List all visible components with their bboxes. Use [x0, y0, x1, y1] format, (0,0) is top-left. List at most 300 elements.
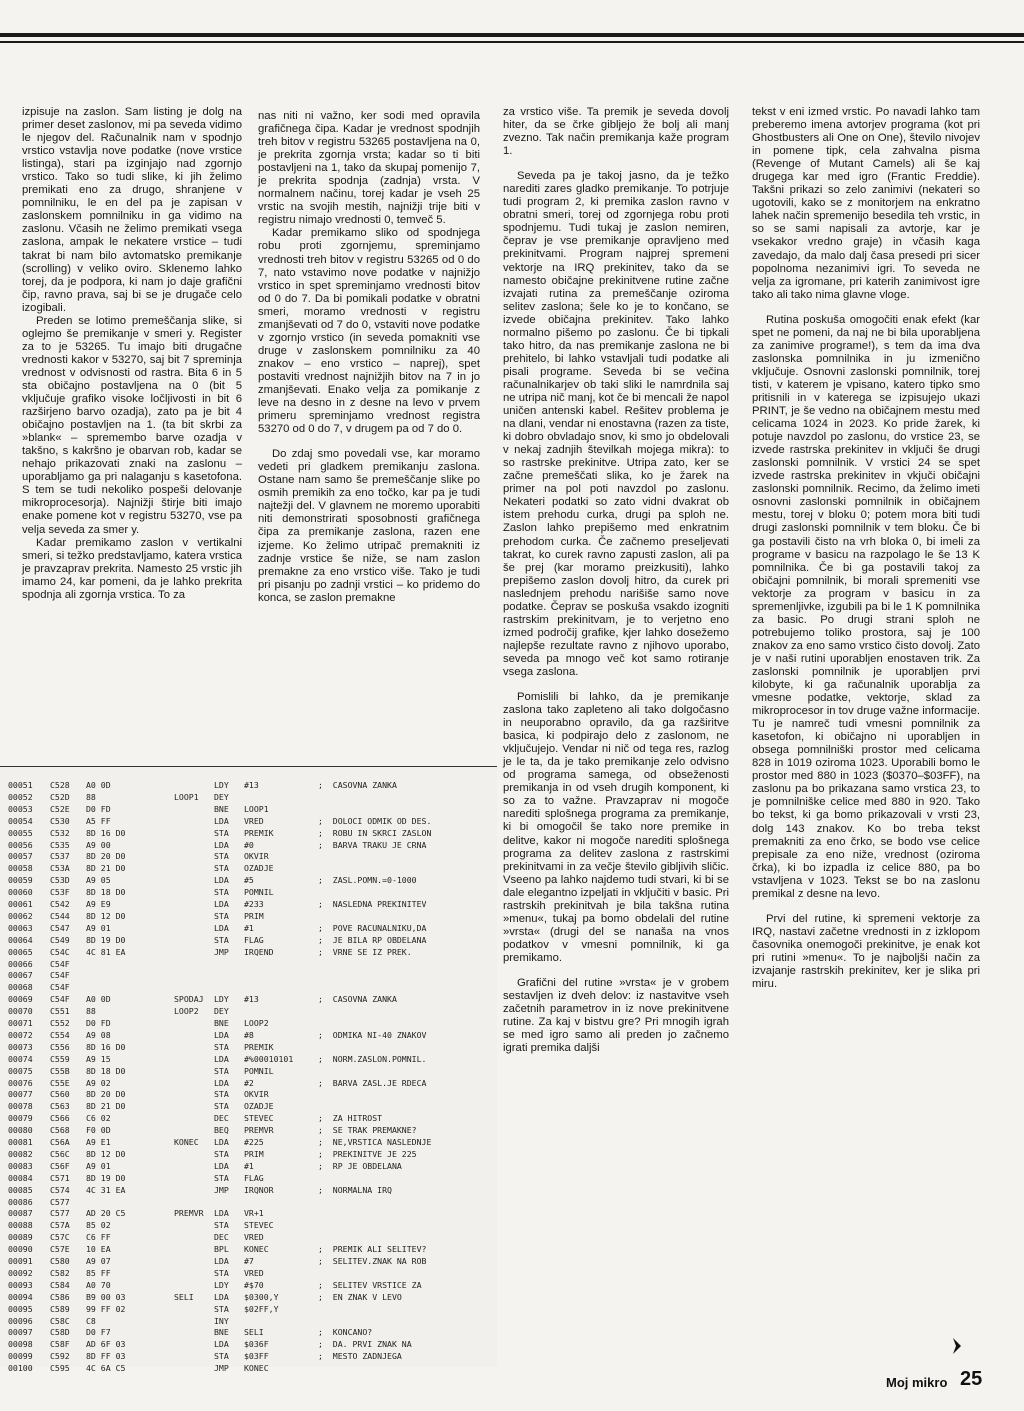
listing-opcode: STA [214, 827, 229, 838]
listing-line-number: 00082 [8, 1148, 33, 1159]
listing-operand: PREMIK [244, 1041, 274, 1052]
listing-line-number: 00089 [8, 1232, 33, 1243]
listing-opcode: STA [214, 1267, 229, 1278]
listing-row [0, 1350, 497, 1362]
listing-opcode: INY [214, 1315, 229, 1326]
listing-hex-bytes: 8D 20 D0 [86, 1089, 126, 1100]
listing-line-number: 00057 [8, 851, 33, 862]
listing-address: C549 [50, 934, 70, 945]
listing-address: C53D [50, 875, 70, 886]
listing-row [0, 779, 497, 791]
listing-address: C552 [50, 1018, 70, 1028]
listing-address: C574 [50, 1184, 70, 1195]
listing-line-number: 00080 [8, 1125, 33, 1136]
listing-hex-bytes: A0 0D [86, 780, 111, 790]
listing-opcode: LDY [214, 994, 229, 1005]
listing-line-number: 00068 [8, 982, 33, 993]
listing-comment: ; DOLOCI ODMIK OD DES. [318, 815, 432, 826]
listing-hex-bytes: 85 FF [86, 1267, 111, 1278]
listing-row [0, 1219, 497, 1231]
listing-line-number: 00079 [8, 1113, 33, 1124]
listing-address: C547 [50, 922, 70, 933]
top-rule-thin [0, 41, 1024, 43]
listing-line-number: 00063 [8, 922, 33, 933]
listing-address: C530 [50, 815, 70, 826]
listing-row [0, 910, 497, 922]
listing-line-number: 00055 [8, 827, 33, 838]
listing-comment: ; EN ZNAK V LEVO [318, 1291, 402, 1302]
listing-operand: #233 [244, 899, 264, 909]
listing-address: C566 [50, 1113, 70, 1124]
listing-operand: KONEC [244, 1244, 269, 1255]
listing-address: C582 [50, 1267, 70, 1278]
listing-opcode: BNE [214, 1327, 229, 1338]
listing-opcode: LDY [214, 1279, 229, 1290]
listing-address: C577 [50, 1208, 70, 1219]
listing-row [0, 1029, 497, 1041]
listing-comment: ; PREMIK ALI SELITEV? [318, 1244, 427, 1255]
listing-row [0, 1124, 497, 1136]
paragraph: Kadar premikamo zaslon v vertikalni smeri, si težko predstavljamo, katera vrstica je pravzaprav prekrita. Namesto 25 vrstic jih imamo 24, kar pomeni, da je lahko prekrita spodnja ali zgornja vrstica. To za [22, 536, 242, 601]
listing-comment: ; ZA HITROST [318, 1113, 383, 1124]
listing-address: C532 [50, 827, 70, 838]
listing-line-number: 00074 [8, 1053, 33, 1064]
listing-line-number: 00096 [8, 1315, 33, 1326]
listing-row [0, 1326, 497, 1338]
listing-row [0, 981, 497, 993]
listing-row [0, 1148, 497, 1160]
listing-row [0, 1184, 497, 1196]
listing-row [0, 1136, 497, 1148]
listing-operand: OZADJE [244, 863, 274, 874]
listing-line-number: 00076 [8, 1077, 33, 1088]
listing-operand: VRED [244, 815, 264, 826]
listing-address: C542 [50, 899, 70, 909]
listing-operand: #5 [244, 875, 254, 886]
listing-address: C54F [50, 982, 70, 993]
listing-address: C57E [50, 1244, 70, 1255]
listing-address: C54C [50, 946, 70, 957]
listing-hex-bytes: AD 6F 03 [86, 1339, 126, 1350]
listing-operand: VRED [244, 1232, 264, 1243]
listing-operand: VRED [244, 1267, 264, 1278]
listing-address: C544 [50, 910, 70, 921]
listing-line-number: 00087 [8, 1208, 33, 1219]
listing-line-number: 00085 [8, 1184, 33, 1195]
listing-line-number: 00090 [8, 1244, 33, 1255]
listing-row [0, 1088, 497, 1100]
listing-opcode: LDA [214, 1160, 229, 1171]
paragraph: izpisuje na zaslon. Sam listing je dolg na primer deset zaslonov, mi pa seveda vidimo le njegov del. Računalnik nam v spodnjo vrstico vstavlja nove podatke (nove vrstice listinga), stari pa izginjajo nad zgornjo vrstico. Tako so tudi slike, ki jih želimo premikati eno za drugo, shranjene v pomnilniku, le en del pa je zapisan v zaslonskem pomnilniku in ga vidimo na zaslonu. Včasih ne želimo premikati vsega zaslona, ampak le nekatere vrstice – tudi takrat bi nam bilo avtomatsko premikanje (scrolling) v veliko oviro. Sklenemo lahko torej, da je podpora, ki nam jo daje grafični čip, ravno prava, saj bi se je drugače celo izogibali. [22, 106, 242, 314]
listing-address: C56A [50, 1137, 70, 1147]
listing-line-number: 00086 [8, 1196, 33, 1207]
magazine-name: Moj mikro [886, 1375, 948, 1390]
listing-address: C586 [50, 1291, 70, 1302]
listing-operand: LOOP1 [244, 803, 269, 814]
listing-hex-bytes: 8D 21 D0 [86, 1101, 126, 1112]
listing-operand: $036F [244, 1339, 269, 1350]
listing-hex-bytes: A9 07 [86, 1256, 111, 1266]
listing-line-number: 00091 [8, 1256, 33, 1266]
listing-line-number: 00065 [8, 946, 33, 957]
listing-label: LOOP2 [174, 1006, 199, 1017]
listing-hex-bytes: C6 FF [86, 1232, 111, 1243]
listing-hex-bytes: 8D 19 D0 [86, 934, 126, 945]
listing-opcode: DEC [214, 1113, 229, 1124]
listing-opcode: LDA [214, 1291, 229, 1302]
listing-operand: #%00010101 [244, 1053, 294, 1064]
listing-operand: KONEC [244, 1363, 269, 1374]
paragraph: Preden se lotimo premeščanja slike, si oglejmo še premikanje v smeri y. Register za to je 53265. Tu imajo biti drugačne vrednosti kakor v 53270, saj bit 7 spreminja vrednost v odvisnosti od rastra. Bita 6 in 5 sta običajno postavljena na 0 (bit 5 vključuje grafiko visoke ločljivosti in bit 6 razširjeno barvo ozadja), zato pa je bit 4 običajno postavljen na 1. (ta bit skrbi za »blank« – spremembo barve ozadja v takšno, s kakršno je obarvan rob, kadar se nehajo prikazovati znaki na zaslonu – uporabljamo ga pri nalaganju s kasetofona. S tem se tudi nekoliko pospeši delovanje mikroprocesorja). Najnižji štirje biti imajo enake pomene kot v registru 53270, vse pa velja seveda za smer y. [22, 314, 242, 536]
listing-address: C580 [50, 1256, 70, 1266]
listing-address: C58D [50, 1327, 70, 1338]
text-column-1 [22, 106, 242, 602]
listing-operand: PRIM [244, 1148, 264, 1159]
listing-comment: ; NORMALNA IRQ [318, 1184, 392, 1195]
listing-opcode: LDA [214, 1137, 229, 1147]
listing-comment: ; MESTO ZADNJEGA [318, 1351, 402, 1362]
listing-comment: ; CASOVNA ZANKA [318, 994, 397, 1005]
listing-row [0, 839, 497, 851]
listing-opcode: STA [214, 1148, 229, 1159]
listing-operand: #7 [244, 1256, 254, 1266]
listing-row [0, 815, 497, 827]
listing-row [0, 1291, 497, 1303]
listing-row [0, 969, 497, 981]
paragraph: Prvi del rutine, ki spremeni vektorje za IRQ, nastavi začetne vrednosti in z izklopom časovnika onemogoči prekinitve, je enak kot pri rutini »menu«. To je najboljši način za izvajanje rastrskih prekinitev, ker je slika pri miru. [752, 912, 980, 991]
listing-operand: OZADJE [244, 1101, 274, 1112]
paragraph: za vrstico više. Ta premik je seveda dovolj hiter, da se črke gibljejo že bolj ali manj zvezno. Tak način premikanja kaže program 1. [503, 106, 729, 158]
listing-opcode: STA [214, 887, 229, 898]
listing-row [0, 1100, 497, 1112]
listing-comment: ; ROBU IN SKRCI ZASLON [318, 827, 432, 838]
listing-comment: ; ZASL.POMN.=0-1000 [318, 875, 417, 886]
listing-address: C52D [50, 791, 70, 802]
listing-operand: FLAG [244, 1172, 264, 1183]
listing-line-number: 00077 [8, 1089, 33, 1100]
listing-line-number: 00081 [8, 1137, 33, 1147]
listing-row [0, 1243, 497, 1255]
listing-hex-bytes: A9 02 [86, 1077, 111, 1088]
listing-opcode: DEY [214, 1006, 229, 1017]
listing-line-number: 00084 [8, 1172, 33, 1183]
listing-hex-bytes: 85 02 [86, 1220, 111, 1231]
listing-opcode: LDA [214, 1339, 229, 1350]
listing-row [0, 1207, 497, 1219]
listing-address: C56C [50, 1148, 70, 1159]
listing-operand: #1 [244, 922, 254, 933]
listing-address: C560 [50, 1089, 70, 1100]
listing-hex-bytes: B9 00 03 [86, 1291, 126, 1302]
listing-address: C563 [50, 1101, 70, 1112]
listing-label: PREMVR [174, 1208, 204, 1219]
listing-line-number: 00052 [8, 791, 33, 802]
listing-hex-bytes: C8 [86, 1315, 96, 1326]
listing-operand: #$70 [244, 1279, 264, 1290]
listing-opcode: STA [214, 1351, 229, 1362]
listing-hex-bytes: D0 FD [86, 1018, 111, 1028]
paragraph: Pomislili bi lahko, da je premikanje zaslona tako zapleteno ali tako dolgočasno in neuporabno opravilo, da ga razširitve basica, ki podpirajo delo z zaslonom, ne vključujejo. Vendar ni nič od tega res, razlog je le ta, da je tako premikanje zelo odvisno od programa samega, od obseženosti premikanja in od vseh drugih komponent, ki so za to važne. Pravzaprav ni mogoče narediti splošnega programa za premikanje, ki bi omogočil še tako nore premike in delitve, kakor ni mogoče narediti splošnega programa za delitev zaslona z rastrskimi prekinitvami in za večje število gibljivih sličic. Vseeno pa lahko najdemo tudi stvari, ki bi se dale elegantno izpeljati in vključiti v basic. Pri rastrskih prekinitvah je bila takšna rutina »menu«, tukaj pa bomo obdelali del rutine »vrsta« (drugi del se nanaša na vnos podatkov v vmesni pomnilnik, ki ga premikamo. [503, 691, 729, 964]
listing-operand: SELI [244, 1327, 264, 1338]
listing-row [0, 886, 497, 898]
listing-hex-bytes: 4C 6A C5 [86, 1363, 126, 1374]
paragraph: nas niti ni važno, ker sodi med opravila grafičnega čipa. Kadar je vrednost spodnjih treh bitov v registru 53265 postavljena na 0, je prekrita zgornja vrsta; kadar so ti biti postavljeni na 1, tako da skupaj pomenijo 7, je prekrita spodnja (zadnja) vrsta. V normalnem načinu, torej kadar je vseh 25 vrstic na svojih mestih, najnižji trije biti v registru nimajo vrednosti 0, temveč 5. [258, 110, 480, 227]
listing-opcode: LDA [214, 839, 229, 850]
listing-row [0, 946, 497, 958]
listing-row [0, 862, 497, 874]
listing-operand: #0 [244, 839, 254, 850]
listing-operand: #13 [244, 994, 259, 1005]
listing-row [0, 850, 497, 862]
text-column-3 [503, 106, 729, 1055]
listing-hex-bytes: 8D 18 D0 [86, 887, 126, 898]
listing-row [0, 1172, 497, 1184]
listing-opcode: LDA [214, 1208, 229, 1219]
listing-hex-bytes: 10 EA [86, 1244, 111, 1255]
listing-hex-bytes: 8D 16 D0 [86, 1041, 126, 1052]
listing-line-number: 00058 [8, 863, 33, 874]
listing-comment: ; ODMIKA NI-40 ZNAKOV [318, 1029, 427, 1040]
listing-hex-bytes: AD 20 C5 [86, 1208, 126, 1219]
listing-hex-bytes: A0 0D [86, 994, 111, 1005]
listing-operand: #8 [244, 1029, 254, 1040]
listing-comment: ; SE TRAK PREMAKNE? [318, 1125, 417, 1136]
listing-hex-bytes: 8D 21 D0 [86, 863, 126, 874]
listing-operand: $03FF [244, 1351, 269, 1362]
paragraph: Do zdaj smo povedali vse, kar moramo vedeti pri gladkem premikanju zaslona. Ostane nam samo še premeščanje slike po osmih premikih za eno točko, kar pa je tudi najtežji del. V glavnem ne moremo uporabiti niti demonstrirati sposobnosti grafičnega čipa za premikanje zaslona, razen ene izjeme. Ko želimo utripač premakniti iz zadnje vrstice še niže, se nam zaslon premakne za eno vrstico više. Tako je tudi pri pisanju po zadnji vrstici – ko pridemo do konca, se zaslon premakne [258, 448, 480, 604]
listing-opcode: JMP [214, 946, 229, 957]
listing-hex-bytes: 88 [86, 1006, 96, 1017]
listing-opcode: STA [214, 1041, 229, 1052]
listing-line-number: 00088 [8, 1220, 33, 1231]
listing-address: C54F [50, 970, 70, 981]
listing-line-number: 00097 [8, 1327, 33, 1338]
listing-operand: FLAG [244, 934, 264, 945]
listing-hex-bytes: 8D 12 D0 [86, 1148, 126, 1159]
listing-hex-bytes: C6 02 [86, 1113, 111, 1124]
listing-row [0, 791, 497, 803]
listing-row [0, 1255, 497, 1267]
listing-address: C57A [50, 1220, 70, 1231]
listing-hex-bytes: 4C 81 EA [86, 946, 126, 957]
listing-operand: POMNIL [244, 1065, 274, 1076]
listing-opcode: LDA [214, 899, 229, 909]
paragraph: Rutina poskuša omogočiti enak efekt (kar spet ne pomeni, da naj ne bi bila uporabljena za zanimive programe!), s tem da ima dva zaslonska pomnilnika in ju izmenično vključuje. Osnovni zaslonski pomnilnik, torej tisti, v katerem je vpisano, katero tipko smo pritisnili in v katerega se izpisujejo ukazi PRINT, je še vedno na običajnem mestu med celicama 1024 in 2023. Ko pride žarek, ki potuje navzdol po zaslonu, do vrstice 23, se izvede rastrska prekinitev in vključi še drugi zaslonski pomnilnik. V vrstici 24 se spet izvede rastrska prekinitev in vkjuči običajni zaslonski pomnilnik. Recimo, da želimo imeti osnovni zaslonski pomnilnik in običajnem mestu, torej v bloku 0; potem mora biti tudi drugi zaslonski pomnilnik v tem bloku. Če bi ga postavili čisto na vrh bloka 0, bi imeli za programe v basicu na razpolago le še 13 K pomnilnika. Če bi ga postavili takoj za običajni pomnilnik, bi morali spremeniti vse vektorje za program v basicu in za spremenljivke, izgubili pa bi le 1 K pomnilnika za basic. Po drugi strani sploh ne potrebujemo toliko prostora, saj je 100 znakov za eno samo vrstico čisto dovolj. Zato je v naši rutini uporabljen enostaven trik. Za zaslonski pomnilnik je uporabljen prvi kilobyte, ki ga računalnik uporablja za vmesne podatke, vektorje, sklad za mikroprocesor in tov druge važne informacije. Tu je namreč tudi vmesni pomnilnik za kasetofon, ki običajno ni uporabljen in obsega pomnilniški prostor med celicama 828 in 1019 oziroma 1023. Uporabili bomo le prostor med 880 in 1023 ($0370–$03FF), na zaslonu pa bo prikazana samo vrstica 23, to je pomnilniške celice med 880 in 920. Tako bo tekst, ki ga bomo prikazovali v vrsti 23, dolg 143 znakov. Ko bo treba tekst premakniti za eno črko, se bodo vse celice prepisale za eno niže, vrednost (oziroma črka), ki bo izpadla iz celice 880, pa bo vstavljena v 1023. Tekst se bo na zaslonu premikal z desne na levo. [752, 313, 980, 900]
listing-operand: STEVEC [244, 1113, 274, 1124]
listing-line-number: 00092 [8, 1267, 33, 1278]
text-column-4 [752, 106, 980, 991]
listing-comment: ; BARVA TRAKU JE CRNA [318, 839, 427, 850]
listing-address: C551 [50, 1006, 70, 1017]
listing-row [0, 1065, 497, 1077]
listing-row [0, 898, 497, 910]
listing-opcode: LDA [214, 1256, 229, 1266]
listing-line-number: 00061 [8, 899, 33, 909]
listing-hex-bytes: 4C 31 EA [86, 1184, 126, 1195]
listing-operand: $0300,Y [244, 1291, 279, 1302]
listing-operand: OKVIR [244, 851, 269, 862]
listing-line-number: 00062 [8, 910, 33, 921]
listing-address: C54F [50, 994, 70, 1005]
listing-row [0, 1041, 497, 1053]
listing-opcode: STA [214, 1089, 229, 1100]
page-number: 25 [960, 1368, 983, 1390]
listing-row [0, 1267, 497, 1279]
listing-line-number: 00093 [8, 1279, 33, 1290]
listing-hex-bytes: A9 15 [86, 1053, 111, 1064]
listing-hex-bytes: D0 FD [86, 803, 111, 814]
listing-opcode: LDA [214, 1077, 229, 1088]
listing-opcode: STA [214, 910, 229, 921]
listing-hex-bytes: 88 [86, 791, 96, 802]
listing-line-number: 00051 [8, 780, 33, 790]
listing-row [0, 1005, 497, 1017]
listing-row [0, 1279, 497, 1291]
listing-hex-bytes: 8D 18 D0 [86, 1065, 126, 1076]
listing-row [0, 1112, 497, 1124]
listing-operand: PREMIK [244, 827, 274, 838]
listing-comment: ; RP JE OBDELANA [318, 1160, 402, 1171]
listing-row [0, 922, 497, 934]
listing-hex-bytes: 8D 19 D0 [86, 1172, 126, 1183]
listing-row [0, 1231, 497, 1243]
listing-address: C53F [50, 887, 70, 898]
listing-opcode: LDA [214, 1029, 229, 1040]
listing-address: C54F [50, 958, 70, 969]
listing-row [0, 958, 497, 970]
listing-comment: ; PREKINITVE JE 225 [318, 1148, 417, 1159]
listing-address: C55B [50, 1065, 70, 1076]
listing-operand: $02FF,Y [244, 1303, 279, 1314]
listing-row [0, 1303, 497, 1315]
listing-opcode: STA [214, 863, 229, 874]
listing-row [0, 874, 497, 886]
listing-opcode: STA [214, 1303, 229, 1314]
listing-hex-bytes: 8D 16 D0 [86, 827, 126, 838]
listing-hex-bytes: F0 0D [86, 1125, 111, 1136]
listing-hex-bytes: 99 FF 02 [86, 1303, 126, 1314]
listing-operand: #1 [244, 1160, 254, 1171]
listing-comment: ; SELITEV VRSTICE ZA [318, 1279, 422, 1290]
listing-comment: ; KONCANO? [318, 1327, 373, 1338]
listing-line-number: 00053 [8, 803, 33, 814]
listing-address: C554 [50, 1029, 70, 1040]
listing-opcode: BPL [214, 1244, 229, 1255]
listing-hex-bytes: A9 E1 [86, 1137, 111, 1147]
listing-comment: ; SELITEV.ZNAK NA ROB [318, 1256, 427, 1266]
listing-opcode: JMP [214, 1184, 229, 1195]
listing-row [0, 934, 497, 946]
listing-row [0, 1315, 497, 1327]
listing-address: C584 [50, 1279, 70, 1290]
continue-arrow-icon [952, 1338, 962, 1354]
listing-hex-bytes: A0 70 [86, 1279, 111, 1290]
listing-opcode: BNE [214, 803, 229, 814]
listing-address: C57C [50, 1232, 70, 1243]
listing-hex-bytes: 8D 12 D0 [86, 910, 126, 921]
listing-line-number: 00064 [8, 934, 33, 945]
listing-opcode: BEQ [214, 1125, 229, 1136]
listing-row [0, 1017, 497, 1029]
listing-row [0, 1196, 497, 1208]
listing-comment: ; NORM.ZASLON.POMNIL. [318, 1053, 427, 1064]
listing-operand: #2 [244, 1077, 254, 1088]
listing-row [0, 1077, 497, 1089]
listing-line-number: 00072 [8, 1029, 33, 1040]
listing-label: LOOP1 [174, 791, 199, 802]
listing-address: C53A [50, 863, 70, 874]
listing-hex-bytes: A9 01 [86, 922, 111, 933]
listing-operand: VR+1 [244, 1208, 264, 1219]
listing-comment: ; DA. PRVI ZNAK NA [318, 1339, 412, 1350]
listing-address: C56F [50, 1160, 70, 1171]
listing-line-number: 00066 [8, 958, 33, 969]
listing-row [0, 827, 497, 839]
paragraph: Grafični del rutine »vrsta« je v grobem sestavljen iz dveh delov: iz nastavitve vseh začetnih parametrov in iz nove prekinitvene rutine. Za kaj v bistvu gre? Pri mnogih igrah se med igro samo ali preden jo začnemo igrati premika daljši [503, 977, 729, 1055]
listing-address: C592 [50, 1351, 70, 1362]
listing-line-number: 00071 [8, 1018, 33, 1028]
listing-hex-bytes: A5 FF [86, 815, 111, 826]
listing-opcode: LDA [214, 1053, 229, 1064]
text-column-2 [258, 110, 480, 605]
listing-comment: ; JE BILA RP OBDELANA [318, 934, 427, 945]
listing-address: C589 [50, 1303, 70, 1314]
listing-opcode: STA [214, 851, 229, 862]
assembly-listing [0, 766, 497, 1374]
listing-label: SPODAJ [174, 994, 204, 1005]
listing-row [0, 1362, 497, 1374]
listing-opcode: LDA [214, 922, 229, 933]
listing-comment: ; VRNE SE IZ PREK. [318, 946, 412, 957]
listing-comment: ; BARVA ZASL.JE RDECA [318, 1077, 427, 1088]
listing-comment: ; NASLEDNA PREKINITEV [318, 899, 427, 909]
listing-label: SELI [174, 1291, 194, 1302]
listing-line-number: 00094 [8, 1291, 33, 1302]
listing-operand: LOOP2 [244, 1018, 269, 1028]
listing-address: C559 [50, 1053, 70, 1064]
listing-line-number: 00083 [8, 1160, 33, 1171]
listing-opcode: STA [214, 934, 229, 945]
listing-opcode: STA [214, 1065, 229, 1076]
listing-line-number: 00099 [8, 1351, 33, 1362]
paragraph: Seveda pa je takoj jasno, da je težko narediti zares gladko premikanje. To potrjuje tudi program 2, ki premika zaslon ravno v obratni smeri, torej od zgornjega robu proti spodnjemu. Tudi tukaj je zaslon nemiren, čeprav je vse premikanje opravljeno med prekinitvami. Program najprej spremeni vektorje na IRQ prekinitev, tako da se namesto običajne prekinitvene rutine začne izvajati rutina za premeščanje oziroma selitev zaslona; šele ko je to končano, se izvede običajna prekinitev. Tako lahko normalno pišemo po zaslonu. Če bi tipkali tako hitro, da nas premikanje zaslona ne bi prehitelo, bi lahko vstavljali tudi podatke ali pisali programe. Seveda bi se večina računalnikarjev ob taki sliki le namrdnila saj ne utripa nič manj, kot če bi mencali že napol uničen antenski kabel. Rešitev problema je na dlani, vendar ni enostavna (razen za tiste, ki dobro obvladajo snov, ki smo jo obdelovali v nekaj zadnjih številkah mojega mikra): to so rastrske prekinitve. Utripa zato, ker se začne premeščati slika, ko je žarek na primer na pol poti navzdol po zaslonu. Nekateri podatki so zato vidni dvakrat ob istem prehodu curka, drugi pa sploh ne. Zaslon lahko prepišemo med enkratnim prehodom curka. Če začnemo preseljevati takrat, ko curek ravno zapusti zaslon, ali pa še prej (kar moramo preizkusiti), lahko prepišemo zaslon dovolj hitro, da curek pri naslednjem prehodu narišiše samo nove podatke. Čeprav se poskuša vsakdo izogniti rastrskim prekinitvam, je to verjetno eno izmed področij grafike, kjer lahko dosežemo najlepše rezultate ravno z njihovo uporabo, seveda pa mnogo več kot samo rotiranje vsega zaslona. [503, 170, 729, 678]
top-rule-thick [0, 33, 1024, 37]
listing-line-number: 00069 [8, 994, 33, 1005]
listing-address: C595 [50, 1363, 70, 1374]
listing-line-number: 00056 [8, 839, 33, 850]
listing-address: C52E [50, 803, 70, 814]
listing-address: C577 [50, 1196, 70, 1207]
listing-address: C58F [50, 1339, 70, 1350]
listing-line-number: 00075 [8, 1065, 33, 1076]
listing-operand: POMNIL [244, 887, 274, 898]
listing-line-number: 00054 [8, 815, 33, 826]
listing-line-number: 00098 [8, 1339, 33, 1350]
listing-line-number: 00078 [8, 1101, 33, 1112]
listing-opcode: STA [214, 1220, 229, 1231]
listing-line-number: 00059 [8, 875, 33, 886]
listing-hex-bytes: 8D FF 03 [86, 1351, 126, 1362]
listing-opcode: LDY [214, 780, 229, 790]
listing-operand: OKVIR [244, 1089, 269, 1100]
listing-line-number: 00060 [8, 887, 33, 898]
listing-opcode: LDA [214, 815, 229, 826]
listing-opcode: STA [214, 1172, 229, 1183]
listing-operand: PRIM [244, 910, 264, 921]
listing-comment: ; CASOVNA ZANKA [318, 780, 397, 790]
listing-operand: PREMVR [244, 1125, 274, 1136]
listing-opcode: STA [214, 1101, 229, 1112]
